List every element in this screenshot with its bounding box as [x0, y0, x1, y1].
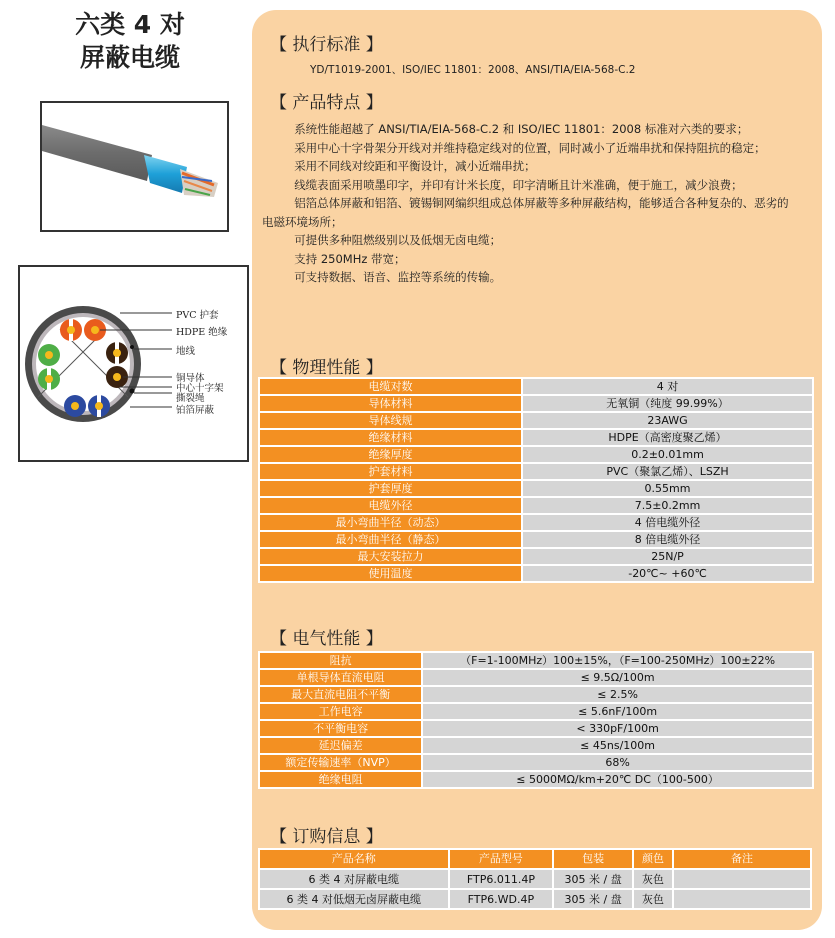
table-row: 护套厚度 0.55mm: [259, 480, 813, 497]
table-row: 绝缘厚度 0.2±0.01mm: [259, 446, 813, 463]
cable-photo: [40, 101, 229, 232]
product-title-line1: 六类 4 对: [75, 10, 185, 39]
table-row: 最小弯曲半径（动态） 4 倍电缆外径: [259, 514, 813, 531]
table-row: 最小弯曲半径（静态） 8 倍电缆外径: [259, 531, 813, 548]
feature-item: 可提供多种阻燃级别以及低烟无卤电缆；: [294, 233, 502, 247]
standards-heading: 【 执行标准 】: [270, 35, 383, 55]
table-row: 6 类 4 对屏蔽电缆 FTP6.011.4P 305 米 / 盘 灰色: [259, 869, 811, 889]
spec-panel: [252, 10, 822, 930]
physical-table: [258, 377, 814, 583]
physical-heading: 【 物理性能 】: [270, 358, 383, 378]
label-pvc-jacket: PVC 护套: [176, 310, 219, 321]
column-header: 颜色: [633, 849, 673, 869]
feature-item: 铝箔总体屏蔽和铝箔、镀锡铜网编织组成总体屏蔽等多种屏蔽结构，能够适合各种复杂的、恶劣的电磁环境场所；: [262, 196, 789, 229]
table-row: 绝缘材料 HDPE（高密度聚乙烯）: [259, 429, 813, 446]
table-row: 导体线规 23AWG: [259, 412, 813, 429]
table-row: 电缆对数 4 对: [259, 378, 813, 395]
cable-image-icon: [42, 103, 227, 230]
cross-section-icon: [20, 267, 247, 460]
column-header: 产品名称: [259, 849, 449, 869]
ordering-heading: 【 订购信息 】: [270, 827, 383, 847]
column-header: 包装: [553, 849, 633, 869]
table-row: 电缆外径 7.5±0.2mm: [259, 497, 813, 514]
feature-item: 线缆表面采用喷墨印字，并印有计米长度，印字清晰且计米准确，便于施工，减少浪费；: [294, 177, 743, 192]
product-title-line2: 屏蔽电缆: [79, 43, 180, 72]
features-heading: 【 产品特点 】: [270, 93, 383, 113]
table-row: 额定传输速率（NVP） 68%: [259, 754, 813, 771]
features-list: [262, 120, 792, 287]
feature-item: 系统性能超越了 ANSI/TIA/EIA-568-C.2 和 ISO/IEC 11801：2008 标准对六类的要求；: [294, 122, 749, 136]
table-row: 延迟偏差 ≤ 45ns/100m: [259, 737, 813, 754]
table-row: 单根导体直流电阻 ≤ 9.5Ω/100m: [259, 669, 813, 686]
electrical-heading: 【 电气性能 】: [270, 629, 383, 649]
ordering-table: [258, 848, 812, 910]
feature-item: 采用不同线对绞距和平衡设计，减小近端串扰；: [294, 159, 536, 173]
label-cross-filler: 中心十字架: [176, 383, 224, 394]
table-row: 最大安装拉力 25N/P: [259, 548, 813, 565]
label-hdpe-insulation: HDPE 绝缘: [176, 327, 228, 338]
cross-section-diagram: [18, 265, 249, 462]
table-row: 6 类 4 对低烟无卤屏蔽电缆 FTP6.WD.4P 305 米 / 盘 灰色: [259, 889, 811, 909]
feature-item: 支持 250MHz 带宽；: [294, 251, 406, 266]
column-header: 产品型号: [449, 849, 554, 869]
table-row: 绝缘电阻 ≤ 5000MΩ/km+20℃ DC（100-500）: [259, 771, 813, 788]
label-rip-cord: 撕裂绳: [176, 393, 205, 404]
feature-item: 可支持数据、语音、监控等系统的传输。: [294, 270, 502, 284]
label-drain-wire: 地线: [176, 346, 196, 357]
table-row: 阻抗 （F=1-100MHz）100±15%，（F=100-250MHz）100±22%: [259, 652, 813, 669]
table-row: 工作电容 ≤ 5.6nF/100m: [259, 703, 813, 720]
standards-text: YD/T1019-2001、ISO/IEC 11801：2008、ANSI/TIA/EIA-568-C.2: [310, 64, 636, 76]
table-row: 最大直流电阻不平衡 ≤ 2.5%: [259, 686, 813, 703]
table-row: 导体材料 无氧铜（纯度 99.99%）: [259, 395, 813, 412]
label-foil-shield: 铂箔屏蔽: [176, 405, 215, 416]
table-row: 不平衡电容 < 330pF/100m: [259, 720, 813, 737]
label-copper-conductor: 铜导体: [176, 373, 205, 384]
electrical-table: [258, 651, 814, 789]
table-row: 护套材料 PVC（聚氯乙烯）、LSZH: [259, 463, 813, 480]
feature-item: 采用中心十字骨架分开线对并维持稳定线对的位置，同时减小了近端串扰和保持阻抗的稳定；: [294, 140, 766, 155]
table-header-row: [259, 849, 811, 869]
product-title: [40, 8, 220, 74]
table-row: 使用温度 -20℃~ +60℃: [259, 565, 813, 582]
column-header: 备注: [673, 849, 811, 869]
